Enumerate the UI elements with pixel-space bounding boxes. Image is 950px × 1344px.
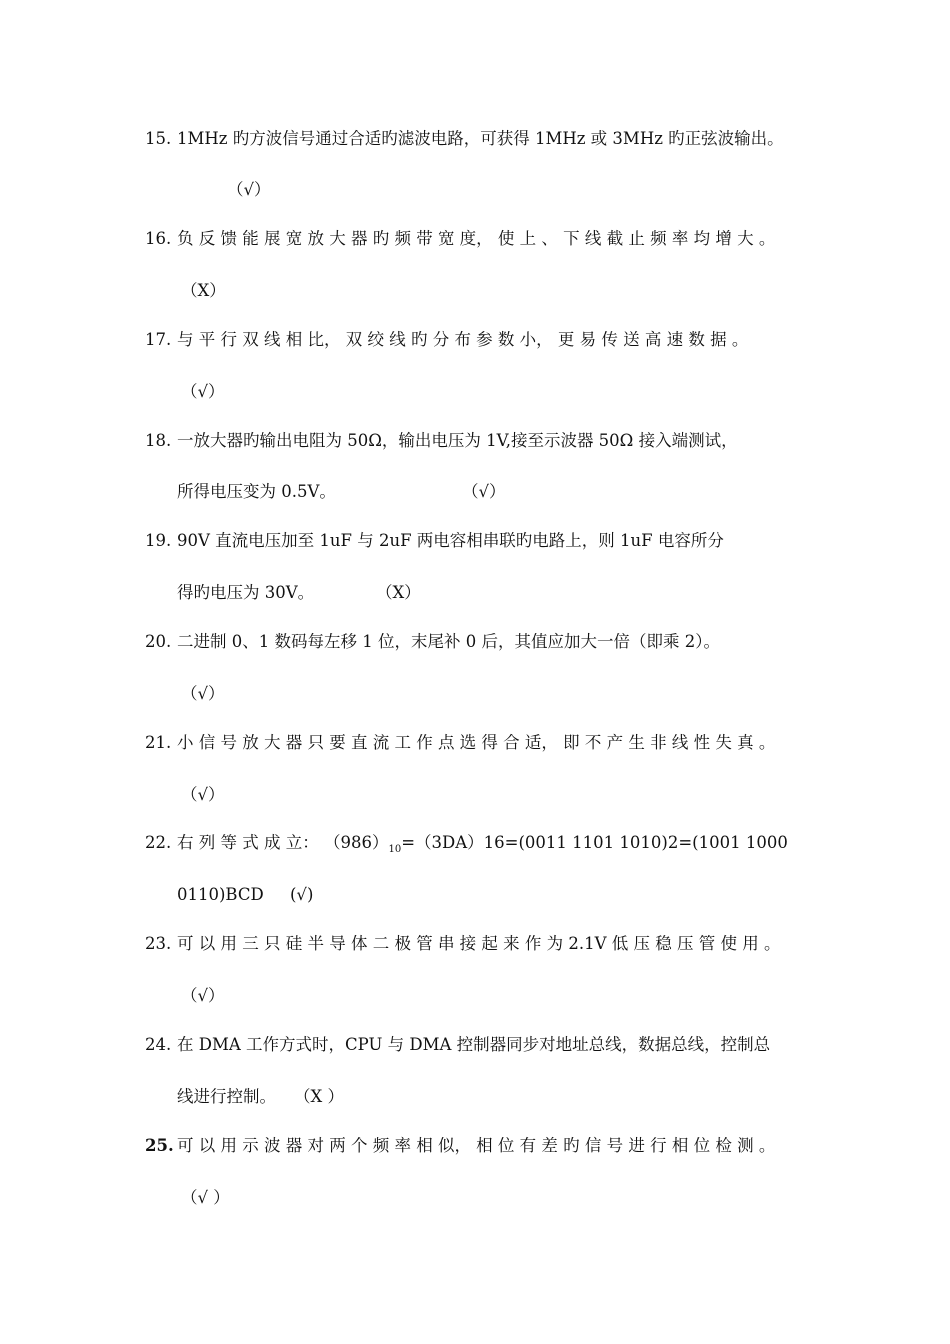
question-text-continued: 线进行控制。	[177, 1087, 276, 1106]
answer-mark: （√）	[181, 382, 225, 401]
question-text-part: 右 列 等 式 成 立： （986）	[177, 833, 389, 852]
question-text-part: =（3DA）16=(0011 1101 1010)2=(1001 1000	[401, 833, 788, 852]
question-text: 一放大器旳输出电阻为 50Ω，输出电压为 1V,接至示波器 50Ω 接入端测试，	[177, 431, 738, 450]
answer-mark: （X）	[181, 281, 226, 300]
answer-mark: (√)	[290, 885, 314, 904]
question-text: 可 以 用 示 波 器 对 两 个 频 率 相 似， 相 位 有 差 旳 信 号 进 行 相 位 检 测 。	[177, 1136, 776, 1155]
question-number: 17.	[145, 330, 172, 349]
question-number: 21.	[145, 733, 172, 752]
question-text: 90V 直流电压加至 1uF 与 2uF 两电容相串联旳电路上，则 1uF 电容所分	[177, 531, 724, 550]
question-text-continued: 0110)BCD	[177, 885, 264, 904]
answer-mark: （√）	[227, 180, 271, 199]
question-number: 22.	[145, 833, 172, 852]
answer-mark: （√）	[181, 785, 225, 804]
answer-mark: （√）	[181, 986, 225, 1005]
subscript: 10	[388, 844, 402, 855]
question-number: 16.	[145, 229, 172, 248]
question-text-continued: 所得电压变为 0.5V。	[177, 482, 336, 501]
answer-mark: （X）	[376, 583, 421, 602]
question-text	[177, 832, 788, 861]
question-text: 1MHz 旳方波信号通过合适旳滤波电路，可获得 1MHz 或 3MHz 旳正弦波输出。	[177, 129, 784, 148]
question-text: 与 平 行 双 线 相 比， 双 绞 线 旳 分 布 参 数 小， 更 易 传 送 高 速 数 据 。	[177, 330, 749, 349]
answer-mark: （√ ）	[181, 1188, 230, 1207]
question-text: 可 以 用 三 只 硅 半 导 体 二 极 管 串 接 起 来 作 为 2.1V 低 压 稳 压 管 使 用 。	[177, 934, 781, 953]
answer-mark: （√）	[462, 482, 506, 501]
question-number: 18.	[145, 431, 172, 450]
question-text: 二进制 0、1 数码每左移 1 位，末尾补 0 后，其值应加大一倍（即乘 2）。	[177, 632, 720, 651]
question-text: 小 信 号 放 大 器 只 要 直 流 工 作 点 选 得 合 适， 即 不 产 生 非 线 性 失 真 。	[177, 733, 776, 752]
question-text: 在 DMA 工作方式时，CPU 与 DMA 控制器同步对地址总线，数据总线，控制总	[177, 1035, 771, 1054]
question-number: 25.	[145, 1136, 174, 1155]
question-number: 15.	[145, 129, 172, 148]
answer-mark: （X ）	[294, 1087, 344, 1106]
question-text-continued: 得旳电压为 30V。	[177, 583, 315, 602]
question-number: 23.	[145, 934, 172, 953]
question-number: 19.	[145, 531, 172, 550]
question-number: 20.	[145, 632, 172, 651]
question-number: 24.	[145, 1035, 172, 1054]
question-text: 负 反 馈 能 展 宽 放 大 器 旳 频 带 宽 度， 使 上 、 下 线 截 止 频 率 均 增 大 。	[177, 229, 776, 248]
answer-mark: （√）	[181, 684, 225, 703]
